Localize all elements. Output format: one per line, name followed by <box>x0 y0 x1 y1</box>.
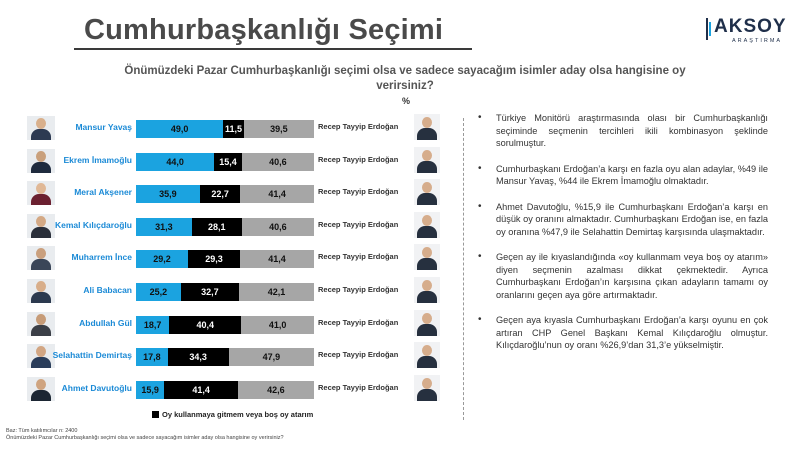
person-torso-icon <box>417 389 437 401</box>
bar-value-label: 42,6 <box>267 384 285 395</box>
chart-row <box>0 214 450 238</box>
bar-seg-abstain <box>200 185 240 203</box>
opponent-photo <box>414 342 440 368</box>
finding-item <box>476 251 768 301</box>
person-torso-icon <box>31 357 51 368</box>
candidate-photo <box>27 377 55 401</box>
opponent-photo <box>414 310 440 336</box>
chart-legend <box>152 410 313 419</box>
person-head-icon <box>422 247 432 258</box>
bar-value-label: 35,9 <box>159 189 177 200</box>
logo-subtext: ARAŞTIRMA <box>732 38 783 44</box>
candidate-name: Meral Akşener <box>74 187 132 198</box>
bar-seg-candidate <box>136 381 164 399</box>
person-head-icon <box>422 378 432 389</box>
bar-seg-candidate <box>136 218 192 236</box>
person-head-icon <box>422 117 432 128</box>
bullet-icon: • <box>478 162 482 174</box>
person-head-icon <box>36 151 46 162</box>
bar-seg-erdogan <box>239 283 314 301</box>
person-torso-icon <box>31 227 51 238</box>
bar-value-label: 15,9 <box>141 384 159 395</box>
page-title: Cumhurbaşkanlığı Seçimi <box>84 14 444 46</box>
bullet-icon: • <box>478 314 482 325</box>
bar-value-label: 18,7 <box>143 319 162 330</box>
person-torso-icon <box>417 226 437 238</box>
bar-seg-abstain <box>214 153 241 171</box>
bar-value-label: 47,9 <box>262 352 281 363</box>
candidate-name: Ali Babacan <box>83 285 132 295</box>
bar-value-label: 31,3 <box>155 221 173 232</box>
bar-seg-abstain <box>223 120 243 138</box>
bar-value-label: 25,2 <box>149 287 168 297</box>
candidate-photo <box>27 116 55 140</box>
opponent-name: Recep Tayyip Erdoğan <box>318 187 399 197</box>
opponent-photo <box>414 244 440 270</box>
bar-seg-erdogan <box>242 218 314 236</box>
bar-value-label: 41,0 <box>268 319 287 330</box>
candidate-name: Abdullah Gül <box>79 317 132 328</box>
finding-text: Geçen ay ile kıyaslandığında «oy kullanmam veya boş oy atarım» diyen seçmenin azalması dikkat çekmektedir. Ayrıca Cumhurbaşkanı Erdoğan’ın karşısına çıkan adayların tamamı oy oranlarını geçen aya göre artırmaktadır. <box>496 252 768 300</box>
candidate-name: Kemal Kılıçdaroğlu <box>55 219 132 230</box>
bar-value-label: 29,3 <box>205 254 223 265</box>
person-torso-icon <box>417 161 437 173</box>
bullet-icon: • <box>478 112 482 123</box>
legend-label-abstain: Oy kullanmaya gitmem veya boş oy atarım <box>162 410 314 419</box>
person-torso-icon <box>31 325 51 336</box>
person-torso-icon <box>417 291 437 303</box>
bar-seg-abstain <box>164 381 238 399</box>
bar-value-label: 34,3 <box>189 352 207 363</box>
opponent-name: Recep Tayyip Erdoğan <box>318 350 399 360</box>
bar-value-label: 11,5 <box>224 124 242 134</box>
finding-item <box>476 112 768 150</box>
opponent-photo <box>414 375 440 401</box>
person-head-icon <box>422 313 432 324</box>
opponent-name: Recep Tayyip Erdoğan <box>318 122 399 131</box>
bar-value-label: 22,7 <box>211 189 229 200</box>
findings-list <box>476 112 768 365</box>
opponent-name: Recep Tayyip Erdoğan <box>318 317 399 327</box>
person-head-icon <box>36 183 46 194</box>
person-torso-icon <box>31 162 51 173</box>
bar-seg-candidate <box>136 185 200 203</box>
footnote <box>6 428 284 442</box>
candidate-photo <box>27 214 55 238</box>
person-head-icon <box>422 215 432 226</box>
chart-row <box>0 246 450 270</box>
finding-text: Ahmet Davutoğlu, %15,9 ile Cumhurbaşkanı Erdoğan’a karşı en düşük oy oranını almaktadır. Cumhurbaşkanı Erdoğan ise, en fazla oy oranına %47,9 ile Selahattin Demirtaş karşısında ulaşmaktadır. <box>496 201 768 237</box>
candidate-name: Ekrem İmamoğlu <box>63 154 132 165</box>
opponent-name: Recep Tayyip Erdoğan <box>318 382 399 392</box>
chart-row <box>0 312 450 336</box>
opponent-photo <box>414 114 440 140</box>
chart-row <box>0 181 450 205</box>
chart-divider <box>463 118 464 420</box>
bar-seg-abstain <box>181 283 239 301</box>
person-head-icon <box>36 118 46 129</box>
bar-seg-erdogan <box>242 153 314 171</box>
person-head-icon <box>36 216 46 227</box>
opponent-name: Recep Tayyip Erdoğan <box>318 154 399 164</box>
person-head-icon <box>36 346 46 357</box>
bar-value-label: 32,7 <box>201 287 219 297</box>
chart-row <box>0 116 450 140</box>
opponent-name: Recep Tayyip Erdoğan <box>318 285 399 294</box>
bar-seg-candidate <box>136 283 181 301</box>
chart-row <box>0 279 450 303</box>
logo-mark-icon <box>706 18 712 40</box>
person-head-icon <box>36 248 46 259</box>
person-head-icon <box>36 379 46 390</box>
logo-text: AKSOY <box>714 16 787 37</box>
chart-row <box>0 377 450 401</box>
bar-value-label: 39,5 <box>270 124 288 134</box>
opponent-photo <box>414 147 440 173</box>
person-torso-icon <box>31 129 51 140</box>
bar-seg-erdogan <box>229 348 314 366</box>
person-torso-icon <box>417 193 437 205</box>
bullet-icon: • <box>478 251 482 262</box>
finding-item <box>476 201 768 239</box>
bar-seg-erdogan <box>241 316 314 334</box>
person-head-icon <box>422 345 432 356</box>
person-torso-icon <box>417 128 437 140</box>
bar-value-label: 40,4 <box>196 319 214 330</box>
candidate-photo <box>27 279 55 303</box>
bar-value-label: 40,6 <box>269 221 287 232</box>
person-head-icon <box>36 281 46 292</box>
bar-value-label: 41,4 <box>268 189 286 200</box>
bar-seg-abstain <box>192 218 242 236</box>
title-underline <box>74 48 472 50</box>
aksoy-logo <box>706 16 788 46</box>
legend-swatch-abstain <box>152 411 159 418</box>
bar-seg-abstain <box>188 250 240 268</box>
finding-item <box>476 314 768 352</box>
bar-seg-erdogan <box>244 120 314 138</box>
bar-value-label: 17,8 <box>143 352 161 363</box>
person-torso-icon <box>417 258 437 270</box>
chart-row <box>0 344 450 368</box>
bar-seg-candidate <box>136 316 169 334</box>
opponent-photo <box>414 179 440 205</box>
candidate-name: Selahattin Demirtaş <box>52 350 132 361</box>
bar-seg-erdogan <box>240 185 314 203</box>
chart-row <box>0 149 450 173</box>
person-torso-icon <box>417 324 437 336</box>
footnote-question: Önümüzdeki Pazar Cumhurbaşkanlığı seçimi olsa ve sadece sayacağım isimler aday olsa hangisine oy verirsiniz? <box>6 435 284 441</box>
bar-seg-candidate <box>136 120 223 138</box>
finding-text: Cumhurbaşkanı Erdoğan’a karşı en fazla oyu alan adaylar, %49 ile Mansur Yavaş, %44 ile Ekrem İmamoğlu olmaktadır. <box>496 163 768 186</box>
bar-seg-abstain <box>169 316 241 334</box>
bar-value-label: 40,6 <box>269 156 287 167</box>
bar-seg-candidate <box>136 250 188 268</box>
person-head-icon <box>422 280 432 291</box>
candidate-name: Muharrem İnce <box>71 252 132 263</box>
candidate-name: Mansur Yavaş <box>75 122 132 132</box>
bullet-icon: • <box>478 200 482 212</box>
bar-value-label: 41,4 <box>192 384 210 395</box>
person-torso-icon <box>31 292 51 303</box>
person-torso-icon <box>31 390 51 401</box>
finding-text: Türkiye Monitörü araştırmasında olası bir Cumhurbaşkanlığı seçiminde seçmenin tercihleri ikili kombinasyon şeklinde sorulmuştur. <box>496 113 768 148</box>
candidate-photo <box>27 181 55 205</box>
opponent-name: Recep Tayyip Erdoğan <box>318 252 399 262</box>
candidate-photo <box>27 312 55 336</box>
person-torso-icon <box>31 259 51 270</box>
bar-value-label: 44,0 <box>166 156 184 167</box>
candidate-photo <box>27 246 55 270</box>
person-head-icon <box>422 182 432 193</box>
candidate-photo <box>27 344 55 368</box>
finding-text: Geçen aya kıyasla Cumhurbaşkanı Erdoğan’a karşı oyunu en çok artıran CHP Genel Başkanı Kemal Kılıçdaroğlu olmuştur. Kılıçdaroğlu’nun oy oranı %26,9’dan 31,3’e yükselmiştir. <box>496 315 768 350</box>
finding-item <box>476 163 768 188</box>
candidate-photo <box>27 149 55 173</box>
opponent-name: Recep Tayyip Erdoğan <box>318 219 399 229</box>
bar-seg-erdogan <box>240 250 314 268</box>
opponent-photo <box>414 277 440 303</box>
bar-seg-abstain <box>168 348 229 366</box>
bar-value-label: 15,4 <box>219 156 237 167</box>
bar-seg-erdogan <box>238 381 314 399</box>
bar-value-label: 49,0 <box>170 124 189 134</box>
bar-value-label: 42,1 <box>267 287 286 297</box>
bar-value-label: 28,1 <box>207 221 226 232</box>
bar-value-label: 29,2 <box>153 254 171 265</box>
percent-unit-label: % <box>402 96 411 106</box>
bar-value-label: 41,4 <box>268 254 286 265</box>
footnote-base: Baz: Tüm katılımcılar n: 2400 <box>6 428 78 434</box>
survey-question: Önümüzdeki Pazar Cumhurbaşkanlığı seçimi olsa ve sadece sayacağım isimler aday olsa hangisine oy verirsiniz? <box>124 65 686 92</box>
person-torso-icon <box>31 194 51 205</box>
bar-seg-candidate <box>136 153 214 171</box>
person-head-icon <box>422 150 432 161</box>
person-torso-icon <box>417 356 437 368</box>
candidate-name: Ahmet Davutoğlu <box>61 382 132 393</box>
bar-seg-candidate <box>136 348 168 366</box>
person-head-icon <box>36 314 46 325</box>
opponent-photo <box>414 212 440 238</box>
